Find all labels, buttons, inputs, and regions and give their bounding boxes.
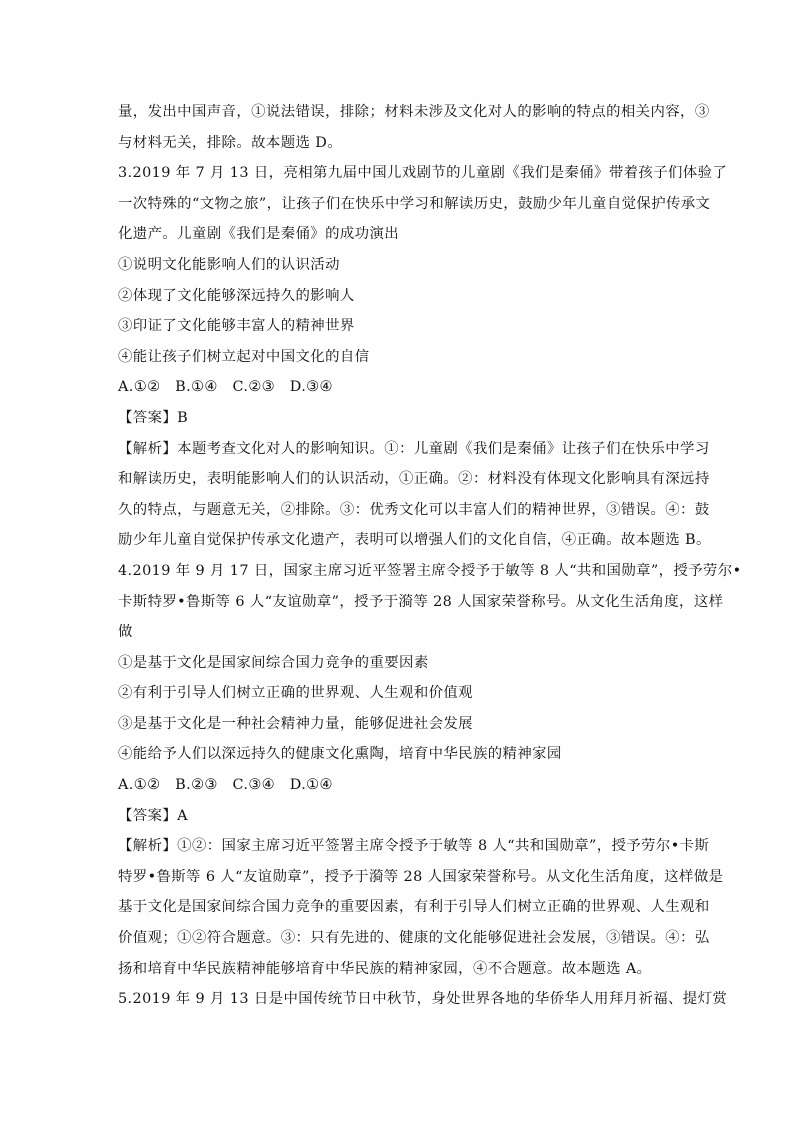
answer: 【答案】A bbox=[118, 807, 188, 824]
text-line: 与材料无关，排除。故本题选 D。 bbox=[118, 134, 342, 151]
choices: A.①② B.②③ C.③④ D.①④ bbox=[118, 777, 333, 794]
text-line: 一次特殊的“文物之旅”，让孩子们在快乐中学习和解读历史，鼓励少年儿童自觉保护传承文 bbox=[118, 195, 711, 212]
text-line: 特罗•鲁斯等 6 人“友谊勋章”，授予于漪等 28 人国家荣誉称号。从文化生活角度，这样做是 bbox=[118, 868, 724, 885]
analysis: 【解析】本题考查文化对人的影响知识。①：儿童剧《我们是秦俑》让孩子们在快乐中学习 bbox=[118, 440, 710, 457]
text-line: 和解读历史，表明能影响人们的认识活动，①正确。②：材料没有体现文化影响具有深远持 bbox=[118, 471, 710, 488]
text-line: 基于文化是国家间综合国力竞争的重要因素，有利于引导人们树立正确的世界观、人生观和 bbox=[118, 899, 710, 916]
text-line: 化遗产。儿童剧《我们是秦俑》的成功演出 bbox=[118, 226, 400, 243]
answer: 【答案】B bbox=[118, 409, 189, 426]
analysis: 【解析】①②：国家主席习近平签署主席令授予于敏等 8 人“共和国勋章”，授予劳尔•卡斯 bbox=[118, 838, 710, 855]
text-line: 做 bbox=[118, 624, 133, 641]
text-line: 久的特点，与题意无关，②排除。③：优秀文化可以丰富人们的精神世界，③错误。④：鼓 bbox=[118, 501, 710, 518]
choices: A.①② B.①④ C.②③ D.③④ bbox=[118, 379, 333, 396]
text-line: 卡斯特罗•鲁斯等 6 人“友谊勋章”，授予于漪等 28 人国家荣誉称号。从文化生活角度，这样 bbox=[118, 593, 724, 610]
option-4: ④能给予人们以深远持久的健康文化熏陶，培育中华民族的精神家园 bbox=[118, 746, 562, 763]
document-page bbox=[118, 97, 742, 1015]
option-2: ②有利于引导人们树立正确的世界观、人生观和价值观 bbox=[118, 685, 473, 702]
option-1: ①说明文化能影响人们的认识活动 bbox=[118, 256, 340, 273]
option-3: ③印证了文化能够丰富人的精神世界 bbox=[118, 318, 355, 335]
text-line: 扬和培育中华民族精神能够培育中华民族的精神家园，④不合题意。故本题选 A。 bbox=[118, 960, 652, 977]
text-line: 价值观；①②符合题意。③：只有先进的、健康的文化能够促进社会发展，③错误。④：弘 bbox=[118, 930, 710, 947]
question-5-stem: 5.2019 年 9 月 13 日是中国传统节日中秋节，身处世界各地的华侨华人用拜月祈福、提灯赏 bbox=[118, 991, 728, 1008]
option-3: ③是基于文化是一种社会精神力量，能够促进社会发展 bbox=[118, 715, 473, 732]
text-line: 励少年儿童自觉保护传承文化遗产，表明可以增强人们的文化自信，④正确。故本题选 B。 bbox=[118, 532, 711, 549]
text-line: 量，发出中国声音，①说法错误，排除；材料未涉及文化对人的影响的特点的相关内容，③ bbox=[118, 104, 710, 120]
option-4: ④能让孩子们树立起对中国文化的自信 bbox=[118, 348, 370, 365]
question-4-stem: 4.2019 年 9 月 17 日，国家主席习近平签署主席令授予于敏等 8 人“共和国勋章”，授予劳尔• bbox=[118, 562, 742, 579]
option-2: ②体现了文化能够深远持久的影响人 bbox=[118, 287, 355, 304]
question-3-stem: 3.2019 年 7 月 13 日，亮相第九届中国儿戏剧节的儿童剧《我们是秦俑》带着孩子们体验了 bbox=[118, 165, 728, 182]
option-1: ①是基于文化是国家间综合国力竞争的重要因素 bbox=[118, 654, 429, 671]
